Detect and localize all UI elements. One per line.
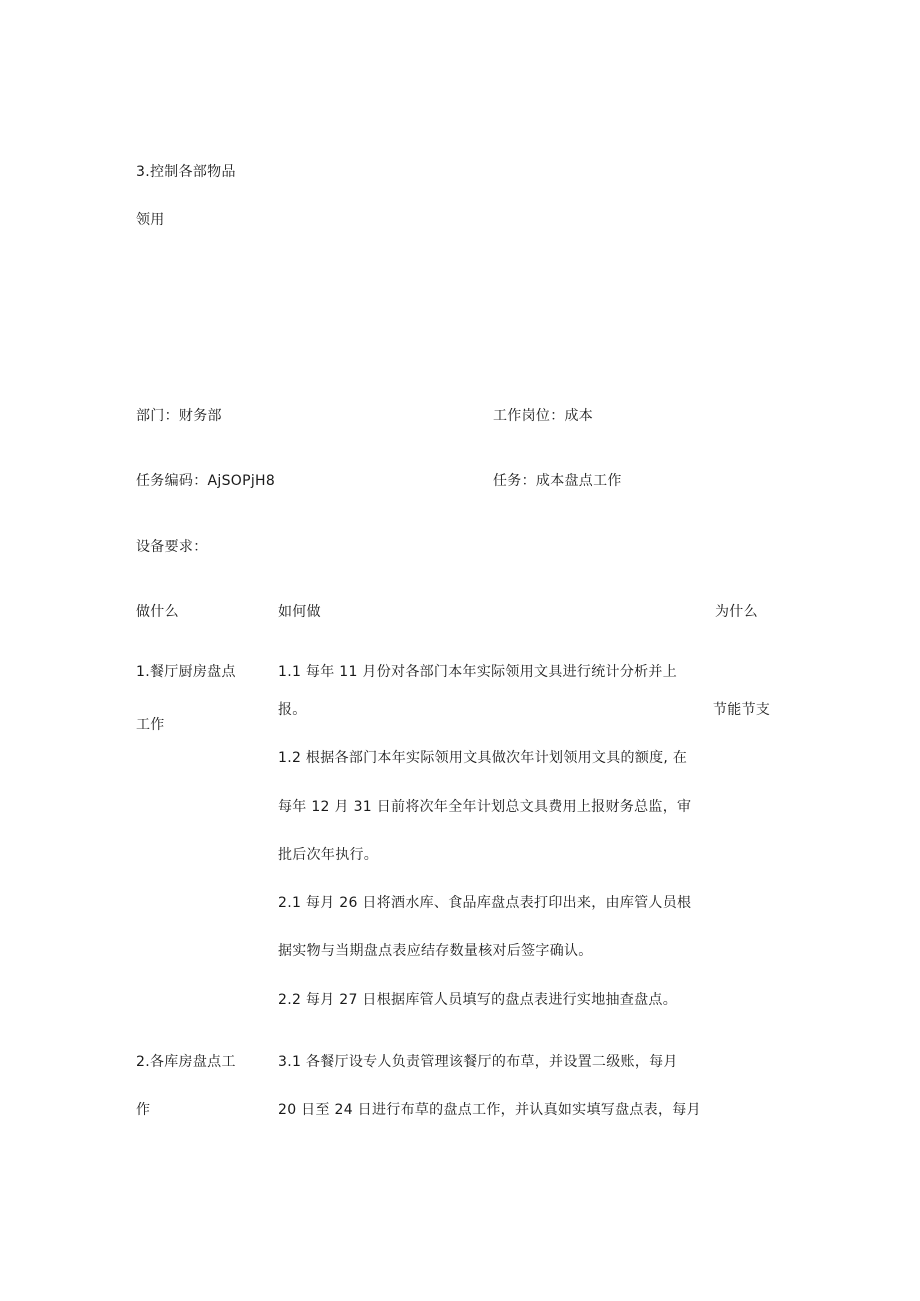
row1-what-continued: 工作: [136, 717, 165, 733]
row1-why: 节能节支: [713, 702, 771, 718]
row2-how-line: 3.1 各餐厅设专人负责管理该餐厅的布草，并设置二级账，每月: [278, 1054, 678, 1070]
row2-what-continued: 作: [136, 1102, 151, 1118]
section-title-continued: 领用: [136, 212, 165, 228]
row1-how-line: 1.1 每年 11 月份对各部门本年实际领用文具进行统计分析并上: [278, 664, 678, 680]
row1-how-line: 批后次年执行。: [278, 847, 379, 863]
row1-how-line: 据实物与当期盘点表应结存数量核对后签字确认。: [278, 943, 593, 959]
section-title: 3.控制各部物品: [136, 164, 236, 180]
equipment-requirement: 设备要求：: [136, 539, 208, 555]
column-header-how: 如何做: [278, 604, 321, 620]
position-field: 工作岗位：成本: [493, 408, 594, 424]
column-header-what: 做什么: [136, 604, 179, 620]
row2-what: 2.各库房盘点工: [136, 1054, 236, 1070]
task-field: 任务：成本盘点工作: [493, 473, 622, 489]
row1-how-line: 2.1 每月 26 日将酒水库、食品库盘点表打印出来，由库管人员根: [278, 895, 692, 911]
row1-how-line: 每年 12 月 31 日前将次年全年计划总文具费用上报财务总监，审: [278, 799, 692, 815]
row2-how-line: 20 日至 24 日进行布草的盘点工作，并认真如实填写盘点表，每月: [278, 1102, 701, 1118]
row1-how-line: 2.2 每月 27 日根据库管人员填写的盘点表进行实地抽查盘点。: [278, 992, 678, 1008]
department-field: 部门：财务部: [136, 408, 222, 424]
column-header-why: 为什么: [715, 604, 758, 620]
row1-how-line: 1.2 根据各部门本年实际领用文具做次年计划领用文具的额度, 在: [278, 750, 688, 766]
task-code-field: 任务编码：AjSOPjH8: [136, 473, 276, 489]
row1-how-line: 报。: [278, 702, 307, 718]
row1-what: 1.餐厅厨房盘点: [136, 664, 236, 680]
